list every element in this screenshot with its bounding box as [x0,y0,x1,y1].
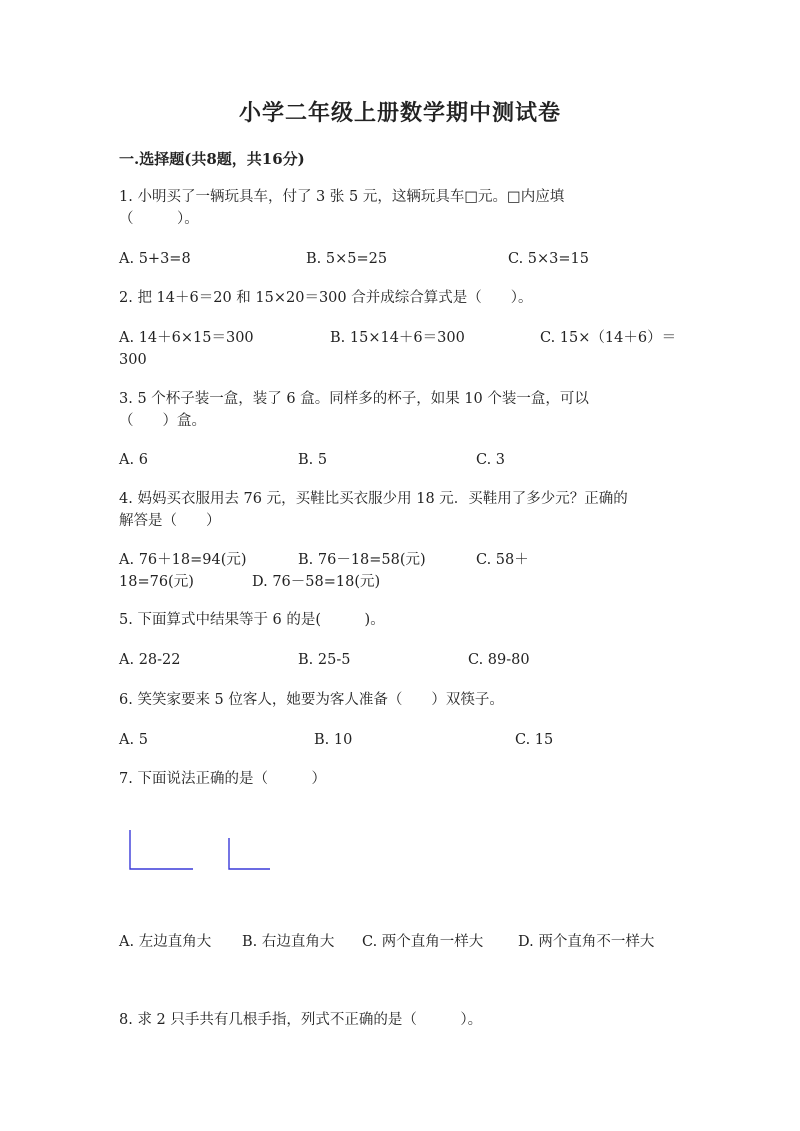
question-3-line-1: 3. 5 个杯子装一盒，装了 6 盒。同样多的杯子，如果 10 个装一盒，可以 [119,391,589,407]
question-2 [119,287,679,309]
question-5-option-a: A. 28-22 [119,652,181,668]
question-3 [119,388,679,432]
question-6-option-b: B. 10 [314,732,353,748]
question-6-option-a: A. 5 [119,732,148,748]
question-4-option-c-continued: 18=76(元) [119,574,194,590]
question-1 [119,186,679,230]
question-5-option-b: B. 25-5 [298,652,351,668]
question-7 [119,768,679,790]
question-2-option-c-continued: 300 [119,352,147,368]
question-4-option-b: B. 76－18=58(元) [298,552,426,568]
question-2-option-b: B. 15×14＋6＝300 [330,330,465,346]
question-3-option-b: B. 5 [298,452,328,468]
right-right-angle [229,838,270,869]
page-title: 小学二年级上册数学期中测试卷 [238,100,561,126]
question-8 [119,1009,679,1031]
question-4-options [119,549,679,593]
question-6-option-c: C. 15 [515,732,554,748]
question-1-line-2: （ ）。 [119,211,199,227]
question-7-option-c: C. 两个直角一样大 [362,934,484,950]
question-7-option-d: D. 两个直角不一样大 [518,934,655,950]
question-2-option-a: A. 14＋6×15＝300 [119,330,254,346]
right-angles-figure [119,822,319,882]
section-heading: 一.选择题(共8题，共16分) [119,150,305,168]
question-4-option-a: A. 76＋18=94(元) [119,552,247,568]
question-4-option-c: C. 58＋ [476,552,529,568]
question-2-line-1: 2. 把 14＋6＝20 和 15×20＝300 合并成综合算式是（ ）。 [119,290,533,306]
question-1-line-1: 1. 小明买了一辆玩具车，付了 3 张 5 元，这辆玩具车□元。□内应填 [119,189,565,205]
question-7-option-a: A. 左边直角大 [119,934,212,950]
question-4-option-d: D. 76－58=18(元) [252,574,381,590]
question-1-option-c: C. 5×3=15 [508,251,589,267]
question-3-option-c: C. 3 [476,452,506,468]
question-4-line-2: 解答是（ ） [119,513,221,529]
question-3-option-a: A. 6 [119,452,148,468]
question-6 [119,689,679,711]
question-5-line-1: 5. 下面算式中结果等于 6 的是( )。 [119,612,385,628]
question-2-option-c: C. 15×（14＋6）＝ [540,330,677,346]
question-7-line-1: 7. 下面说法正确的是（ ） [119,771,326,787]
question-1-option-a: A. 5+3=8 [119,251,191,267]
question-5-option-c: C. 89-80 [468,652,530,668]
question-4 [119,488,679,532]
question-7-option-b: B. 右边直角大 [242,934,335,950]
question-3-line-2: （ ）盒。 [119,413,206,429]
question-1-option-b: B. 5×5=25 [306,251,388,267]
question-6-line-1: 6. 笑笑家要来 5 位客人，她要为客人准备（ ）双筷子。 [119,692,504,708]
question-5 [119,609,679,631]
question-8-line-1: 8. 求 2 只手共有几根手指，列式不正确的是（ ）。 [119,1012,483,1028]
question-2-options [119,327,679,371]
question-4-line-1: 4. 妈妈买衣服用去 76 元，买鞋比买衣服少用 18 元．买鞋用了多少元？正确的 [119,491,628,507]
left-right-angle [130,830,193,869]
